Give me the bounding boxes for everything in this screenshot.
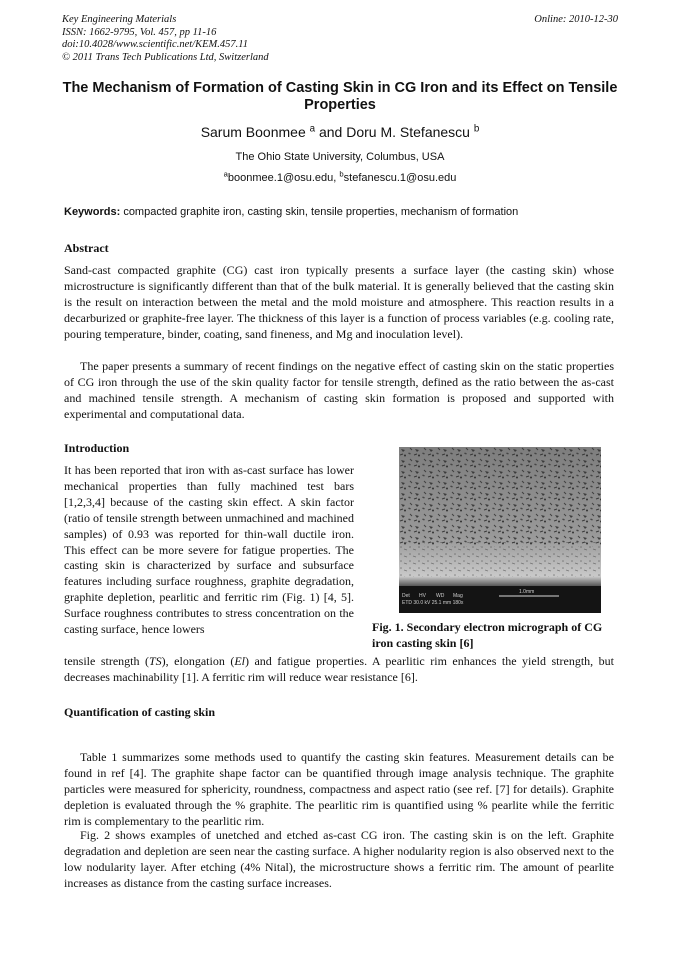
sem-scale-label: 1.0mm <box>519 589 535 595</box>
email-superscript: b <box>339 169 344 179</box>
author-superscript: a <box>309 123 316 135</box>
sem-label-values: ETD 30.0 kV 25.1 mm 180x <box>402 600 464 606</box>
italic-term: TS <box>148 654 162 668</box>
doi-line: doi:10.4028/www.scientific.net/KEM.457.11 <box>62 39 248 50</box>
text-span: ), elongation ( <box>161 654 235 668</box>
author-superscript: b <box>473 123 480 135</box>
journal-name: Key Engineering Materials <box>62 14 177 25</box>
introduction-heading: Introduction <box>64 441 130 455</box>
email-superscript: a <box>223 169 228 179</box>
author-conjunction: and <box>318 124 343 140</box>
journal-header <box>62 14 618 64</box>
sem-label-wd: WD <box>436 593 445 599</box>
author-name: Sarum Boonmee <box>200 124 306 140</box>
introduction-paragraph-continued <box>64 654 614 686</box>
email-link[interactable]: stefanescu.1@osu.edu <box>343 172 457 184</box>
sem-micrograph-figure <box>399 447 601 613</box>
sem-label-mag: Mag <box>453 593 463 599</box>
author-line <box>62 124 618 140</box>
keywords <box>64 206 620 218</box>
affiliation: The Ohio State University, Columbus, USA <box>235 151 445 163</box>
quantification-heading: Quantification of casting skin <box>64 705 216 719</box>
paper-title: The Mechanism of Formation of Casting Skin in CG Iron and its Effect on Tensile Properties <box>62 80 618 113</box>
keywords-label: Keywords: <box>64 206 121 218</box>
text-span: ) and fatigue properties. A pearlitic rim enhances the yield strength, but decreases machinability [1]. A ferritic rim will reduce wear resistance [6]. <box>64 654 614 684</box>
figure-caption: Fig. 1. Secondary electron micrograph of CG iron casting skin [6] <box>372 620 603 650</box>
quantification-paragraph: Fig. 2 shows examples of unetched and etched as-cast CG iron. The casting skin is on the left. Graphite degradation and depletion are seen near the casting surface. A higher nodularity region is also observed next to the low nodularity layer. After etching (4% Nital), the microstructure shows a ferritic rim. The amount of pearlite increases as distance from the casting surface increases. <box>64 828 614 890</box>
issn-line: ISSN: 1662-9795, Vol. 457, pp 11-16 <box>62 26 217 38</box>
abstract-paragraph: The paper presents a summary of recent findings on the negative effect of casting skin on the static properties of CG iron through the use of the skin quality factor for tensile strength, defined as the ratio between the as-cast and machined tensile strength. A mechanism of casting skin formation is proposed and supported with experimental and computational data. <box>64 359 614 421</box>
keywords-text: compacted graphite iron, casting skin, tensile properties, mechanism of formation <box>123 206 519 218</box>
italic-term: El <box>234 654 245 668</box>
abstract-paragraph: Sand-cast compacted graphite (CG) cast iron typically presents a surface layer (the casting skin) whose microstructure is significantly different than that of the bulk material. It is generally believed that the casting skin is the result on interaction between the metal and the mold moisture and atmosphere. This reaction results in a decarburized or graphite-free layer. The thickness of this layer is a function of process variables (e.g. cooling rate, pouring temperature, binder, coating, sand fineness, and Mg and inoculation level). <box>64 263 614 341</box>
author-name: Doru M. Stefanescu <box>346 124 470 140</box>
quantification-paragraph: Table 1 summarizes some methods used to quantify the casting skin features. Measurement details can be found in ref [4]. The graphite shape factor can be quantified through image analysis technique. The graphite particles were measured for sphericity, roundness, compactness and aspect ratio (see ref. [7] for details). Graphite depletion is evaluated through the % graphite. The pearlitic rim is quantified using % pearlite while the ferritic rim is complementary to the pearlitic rim. <box>64 750 614 828</box>
copyright-line: © 2011 Trans Tech Publications Ltd, Switzerland <box>62 51 269 63</box>
sem-label-hv: HV <box>419 593 426 599</box>
online-date: Online: 2010-12-30 <box>534 14 618 25</box>
email-line <box>62 169 618 184</box>
email-link[interactable]: boonmee.1@osu.edu, <box>227 172 337 184</box>
sem-label-det: Det <box>402 593 410 599</box>
abstract-heading: Abstract <box>64 241 109 255</box>
sem-micrograph-image <box>399 447 601 613</box>
text-span: tensile strength ( <box>64 654 149 668</box>
introduction-paragraph: It has been reported that iron with as-cast surface has lower mechanical properties than fully machined test bars [1,2,3,4] because of the casting skin effect. A skin factor (ratio of tensile strength between unmachined and machined samples) of 0.93 was reported for thin-wall ductile iron. This effect can be more severe for fatigue properties. The casting skin is characterized by surface and subsurface features including surface roughness, graphite degradation, graphite depletion, pearlitic and ferritic rim (Fig. 1) [4, 5]. Surface roughness contributes to stress concentration on the casting surface, hence lowers <box>64 463 354 637</box>
